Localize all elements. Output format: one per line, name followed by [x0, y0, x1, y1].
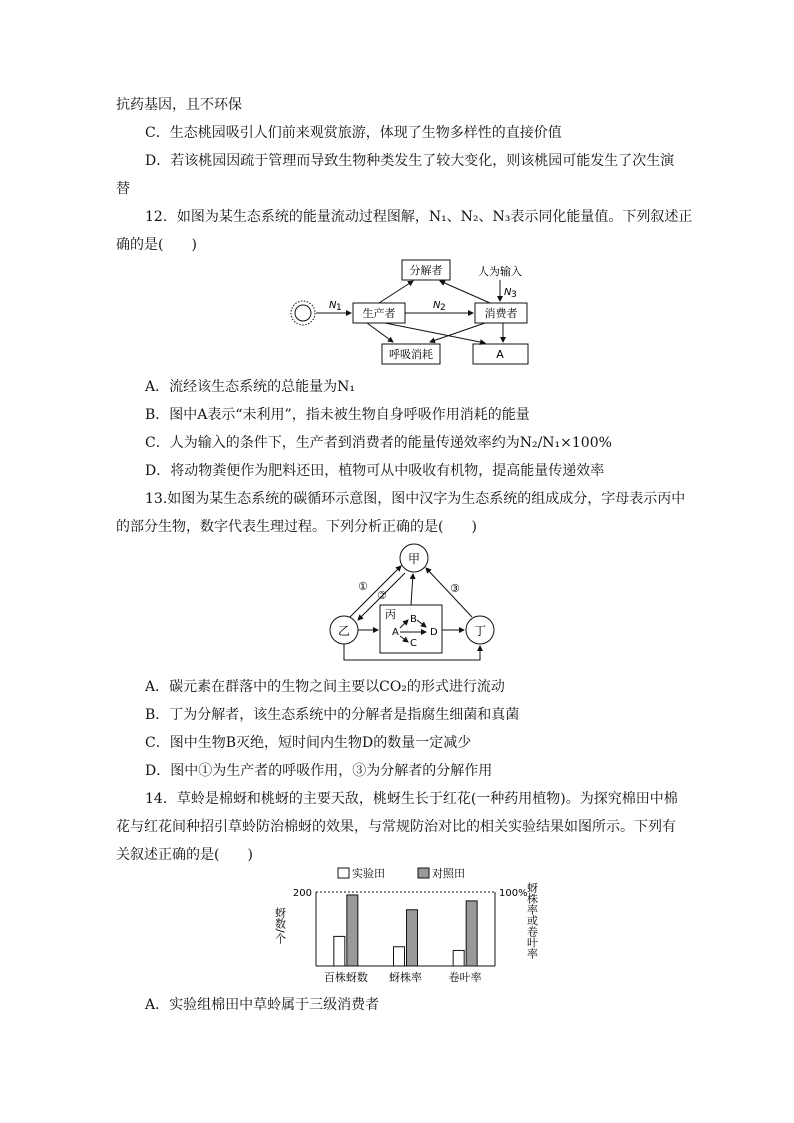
x-tick-label-1: 蚜株率 — [389, 971, 422, 984]
carbon-cycle-diagram — [320, 540, 500, 665]
legend-swatch-control — [418, 868, 429, 878]
q11-option-d-line2: 替 — [116, 181, 130, 197]
node-ding-label: 丁 — [473, 624, 487, 638]
respiration-label: 呼吸消耗 — [389, 348, 433, 361]
n1-subscript: 1 — [336, 303, 342, 313]
n3-label: N — [504, 287, 512, 298]
decomposer-label: 分解者 — [409, 264, 443, 277]
human-input-label: 人为输入 — [478, 265, 522, 278]
q12-stem-line1: 12．如图为某生态系统的能量流动过程图解，N₁、N₂、N₃表示同化能量值。下列叙述正 — [145, 209, 693, 225]
q14-stem-line3: 关叙述正确的是( ) — [116, 847, 253, 863]
n3-subscript: 3 — [511, 290, 517, 300]
n2-subscript: 2 — [440, 303, 446, 313]
node-yi-label: 乙 — [337, 624, 351, 638]
y-axis-label-left: 蚜数/个 — [273, 907, 287, 944]
q13-option-b: B．丁为分解者，该生态系统中的分解者是指腐生细菌和真菌 — [145, 707, 520, 723]
q13-option-a: A．碳元素在群落中的生物之间主要以CO₂的形式进行流动 — [145, 679, 505, 695]
bar-experiment-1 — [394, 947, 405, 966]
node-d-label: D — [430, 627, 438, 638]
x-tick-labels — [324, 970, 482, 984]
q13-option-c: C．图中生物B灭绝，短时间内生物D的数量一定减少 — [145, 735, 472, 751]
bar-control-0 — [347, 895, 358, 966]
x-tick-label-2: 卷叶率 — [448, 971, 482, 984]
legend-label-experiment: 实验田 — [352, 867, 385, 880]
chart-legend — [338, 866, 465, 880]
process-2-label: ② — [377, 589, 387, 602]
bing-label: 丙 — [385, 608, 396, 621]
bar-control-2 — [466, 901, 477, 966]
q11-option-c: C．生态桃园吸引人们前来观赏旅游，体现了生物多样性的直接价值 — [145, 125, 562, 141]
legend-label-control: 对照田 — [432, 867, 465, 880]
node-jia-label: 甲 — [407, 552, 421, 566]
process-3-label: ③ — [450, 582, 460, 595]
y-tick-left: 200 — [292, 888, 312, 899]
producer-label: 生产者 — [362, 307, 396, 320]
y-axis-label-right: 蚜株率或卷叶率 — [525, 882, 539, 959]
q12-option-a: A．流经该生态系统的总能量为N₁ — [145, 379, 355, 395]
q12-stem-line2: 确的是( ) — [116, 237, 197, 253]
process-1-label: ① — [358, 580, 368, 593]
q13-stem-line1: 13.如图为某生态系统的碳循环示意图，图中汉字为生态系统的组成成分，字母表示丙中 — [145, 491, 686, 507]
q13-option-d: D．图中①为生产者的呼吸作用，③为分解者的分解作用 — [145, 763, 493, 779]
bar-control-1 — [407, 910, 418, 966]
box-a-label: A — [496, 348, 504, 361]
n1-label: N — [329, 300, 337, 311]
q14-option-a: A．实验组棉田中草蛉属于三级消费者 — [145, 997, 380, 1013]
q14-stem-line1: 14．草蛉是棉蚜和桃蚜的主要天敌，桃蚜生长于红花(一种药用植物)。为探究棉田中棉 — [145, 791, 678, 807]
n2-label: N — [433, 300, 441, 311]
consumer-label: 消费者 — [484, 307, 518, 320]
node-a-label: A — [392, 627, 399, 638]
q12-option-b: B．图中A表示“未利用”，指未被生物自身呼吸作用消耗的能量 — [145, 407, 530, 423]
q13-stem-line2: 的部分生物，数字代表生理过程。下列分析正确的是( ) — [116, 519, 477, 535]
bar-experiment-0 — [334, 936, 345, 966]
aphid-bar-chart — [270, 862, 560, 992]
energy-flow-diagram — [285, 258, 535, 370]
sun-icon — [291, 301, 315, 325]
q11-tail-line: 抗药基因，且不环保 — [116, 97, 242, 113]
q14-stem-line2: 花与红花间种招引草蛉防治棉蚜的效果，与常规防治对比的相关实验结果如图所示。下列有 — [116, 819, 676, 835]
x-tick-label-0: 百株蚜数 — [323, 971, 368, 984]
q11-option-d-line1: D．若该桃园因疏于管理而导致生物种类发生了较大变化，则该桃园可能发生了次生演 — [145, 153, 675, 169]
bar-group — [334, 895, 477, 966]
bar-experiment-2 — [453, 950, 464, 966]
q12-option-d: D．将动物粪便作为肥料还田，植物可从中吸收有机物，提高能量传递效率 — [145, 463, 605, 479]
legend-swatch-experiment — [338, 868, 349, 878]
q12-option-c: C．人为输入的条件下，生产者到消费者的能量传递效率约为N₂/N₁×100% — [145, 435, 612, 451]
node-c-label: C — [410, 638, 417, 649]
y-tick-right: 100% — [499, 888, 528, 899]
node-b-label: B — [410, 614, 417, 625]
